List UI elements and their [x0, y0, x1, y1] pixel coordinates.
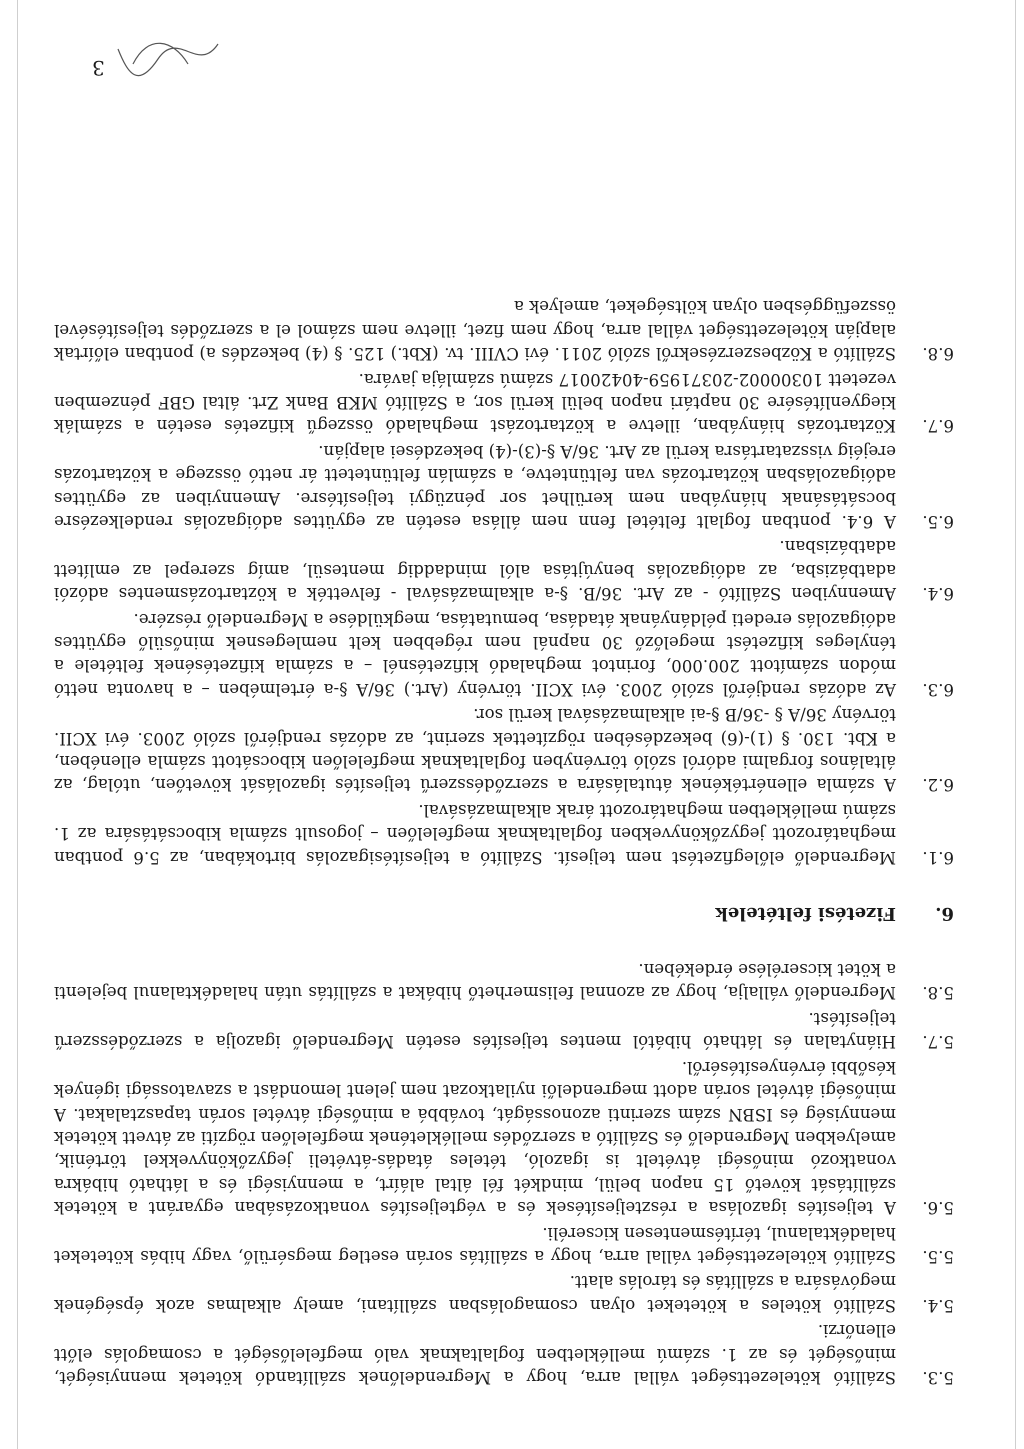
clause-item [54, 958, 954, 1005]
section-5-items [54, 958, 954, 1389]
clause-text: Köztartozás hiányában, illetve a köztartozást meghaladó összegű kifizetés esetén a számlák kiegyenlítésére 30 naptári napon belül kerül sor, a Szállító MKB Bank Zrt. által GBF pénzemben vezetett 10300002-20371959-40420017 számú számlája javára. [54, 369, 896, 436]
clause-text: Szállító köteles a köteteket olyan csomagolásban szállítani, amely alkalmas azok épségének megóvására a szállítás és tárolás alatt. [54, 1272, 896, 1315]
clause-number: 5.6. [922, 1198, 954, 1218]
section-heading [54, 903, 954, 924]
clause-item [54, 1319, 954, 1389]
clause-text: Szállító kötelezettséget vállal arra, hogy a Megrendelőnek szállítandó kötetek mennyiségét, minőségét és az 1. számú mellékletben foglaltaknak való megfelelőségét a csomagolás előtt ellenőrzi. [54, 1321, 896, 1387]
section-6-items [54, 295, 954, 869]
signature-mark [108, 24, 228, 84]
clause-number: 5.4. [922, 1295, 954, 1315]
clause-item [54, 703, 954, 797]
clause-text: Szállító kötelezettséget vállal arra, hogy a szállítás során esetleg megsérülő, vagy hibás köteteket haladéktalanul, térítésmentesen kicseréli. [54, 1223, 896, 1266]
clause-text: Szállító a Közbeszerzésekről szóló 2011. évi CVIII. tv. (Kbt.) 125. § (4) bekezdés a) pontban előírtak alapján kötelezettséget vállal arra, hogy nem fizet, illetve nem számol el a szerződés teljesítésével összefüggésben olyan költségeket, amelyek a [54, 297, 896, 364]
scan-edge-right [17, 0, 18, 1449]
scan-edge-left [1015, 0, 1016, 1449]
clause-item [54, 367, 954, 437]
clause-item [54, 1007, 954, 1054]
clause-number: 6.1. [922, 847, 954, 867]
clause-item [54, 439, 954, 533]
clause-number: 6.8. [922, 344, 954, 364]
clause-number: 5.3. [922, 1368, 954, 1387]
clause-number: 5.8. [922, 983, 954, 1003]
clause-text: A teljesítés igazolása a részteljesítések és a végteljesítés vonatkozásában egyaránt a kötetek szállítását követő 15 napon belül, mindkét fél által aláírt, a mennyiségi és a látható hibákra vonatkozó minőségi átvételt is igazoló, tételes átadás-átvételi jegyzőkönyvekkel történik, amelyekben Megrendelő és Szállító a szerződés mellékletének megfelelően rögzíti az átvett kötetek mennyiség és ISBN szám szerinti azonosságát, továbbá a minőségi átvétel során tapasztalakat. A minőségi átvétel során adott megrendelői nyilatkozat nem jelent lemondást a szavatossági igények későbbi érvényesítéséről. [54, 1057, 896, 1218]
clause-item [54, 1055, 954, 1219]
section-number: 6. [935, 902, 954, 924]
clause-item [54, 1221, 954, 1268]
clause-text: A 6.4. pontban foglalt feltétel fenn nem állása esetén az együttes adóigazolás rendelkezésre bocsátásának hiányában nem kerülhet sor pénzügyi teljesítésre. Amennyiben az együttes adóigazolásban köztartozás van feltüntetve, a számlán feltüntetett ár nettó összege a köztartozás erejéig visszatartásra kerül az Art. 36/A §-(3)-(4) bekezdései alapján. [54, 441, 896, 531]
clause-number: 6.3. [922, 679, 954, 699]
section-title: Fizetési feltételek [715, 902, 896, 924]
clause-number: 6.7. [922, 416, 954, 436]
clause-text: Az adózás rendjéről szóló 2003. évi XCII. törvény (Art.) 36/A §-a értelmében – a havonta nettó módon számított 200.000, forintot meghaladó kifizetésnél – a számla kifizetésének feltétele a tényleges kifizetést megelőző 30 napnál nem régebben kelt nemlegesnek minősülő együttes adóigazolás eredeti példányának átadása, bemutatása, megküldése a Megrendelő részére. [54, 609, 896, 699]
document-body [54, 293, 954, 1389]
clause-text: A számla ellenértékének átutalására a szerződésszerű teljesítés igazolását követően, utólag, az általános forgalmi adóról szóló törvényben foglaltaknak megfelelően kibocsátott számla ellenében, a Kbt. 130. § (1)-(6) bekezdésében rögzítettek szerint, az adózás rendjéről szóló 2003. évi XCII. törvény 36/A § -36/B §-ai alkalmazásával kerül sor. [54, 705, 896, 795]
clause-item [54, 1270, 954, 1317]
clause-item [54, 535, 954, 605]
clause-item [54, 295, 954, 365]
clause-item [54, 607, 954, 701]
clause-number: 5.5. [922, 1246, 954, 1266]
clause-text: Amennyiben Szállító - az Art. 36/B. §-a alkalmazásával - felvették a köztartozásmentes adózói adatbázisba, az adóigazolás benyújtása alól mindaddig mentesül, amíg szerepel az említett adatbázisban. [54, 537, 896, 604]
page-number: 3 [92, 56, 105, 80]
clause-text: Megrendelő előlegfizetést nem teljesít. Szállító a teljesítésigazolás birtokában, az 5.6 pontban meghatározott jegyzőkönyvekben foglaltaknak megfelelően – jogosult számla kibocsátására az 1. számú mellékletben meghatározott árak alkalmazásával. [54, 800, 896, 867]
clause-number: 5.7. [922, 1032, 954, 1052]
clause-text: Megrendelő vállalja, hogy az azonnal felismerhető hibákat a szállítás után haladéktalanul bejelenti a kötet kicserélése érdekében. [54, 960, 896, 1003]
clause-number: 6.2. [922, 775, 954, 795]
clause-item [54, 798, 954, 868]
clause-number: 6.4. [922, 584, 954, 604]
clause-text: Hiánytalan és látható hibától mentes teljesítés esetén Megrendelő igazolja a szerződésszerű teljesítést. [54, 1008, 896, 1052]
clause-number: 6.5. [922, 512, 954, 531]
